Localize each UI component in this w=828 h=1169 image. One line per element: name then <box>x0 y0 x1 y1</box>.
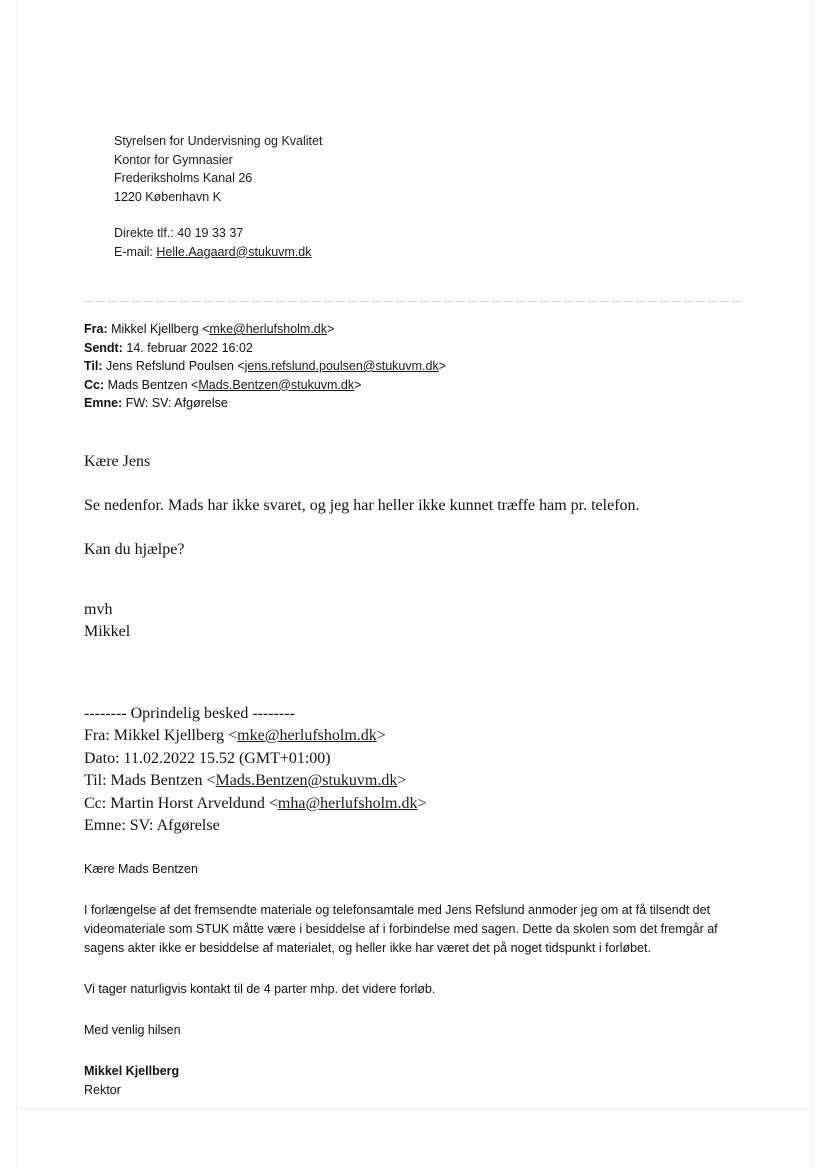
header-value-from-name: Mikkel Kjellberg < <box>111 322 210 336</box>
document-content <box>84 132 744 1100</box>
original-value-to-email[interactable]: Mads.Bentzen@stukuvm.dk <box>215 772 398 789</box>
header-value-cc-email[interactable]: Mads.Bentzen@stukuvm.dk <box>198 377 355 392</box>
scan-edge-bottom <box>16 1108 812 1109</box>
original-row-to <box>84 770 744 793</box>
header-row-subject <box>84 394 744 413</box>
header-cc-close: > <box>354 377 362 392</box>
original-row-date <box>84 748 744 771</box>
original-value-subject: SV: Afgørelse <box>129 817 220 834</box>
inner-closing: Med venlig hilsen <box>84 1022 181 1037</box>
header-value-subject: FW: SV: Afgørelse <box>125 396 228 410</box>
spacer <box>84 1040 724 1062</box>
scan-edge-left <box>16 0 17 1169</box>
inner-message-body <box>84 838 724 1100</box>
inner-greeting: Kære Mads Bentzen <box>84 861 198 876</box>
original-value-to-name: Mads Bentzen < <box>110 772 216 789</box>
original-from-close: > <box>376 727 386 744</box>
sender-phone: Direkte tlf.: 40 19 33 37 <box>114 226 244 240</box>
original-value-cc-name: Martin Horst Arveldund < <box>110 794 278 812</box>
body-sign-name: Mikkel <box>84 622 131 640</box>
header-to-close: > <box>438 359 447 373</box>
header-label-cc: Cc: <box>84 377 105 392</box>
original-value-date: 11.02.2022 15.52 (GMT+01:00) <box>123 749 331 767</box>
body-paragraph-1: Se nedenfor. Mads har ikke svaret, og jeg har heller ikke kunnet træffe ham pr. telefon. <box>84 496 640 514</box>
header-label-subject: Emne: <box>84 396 123 410</box>
sender-line-department: Kontor for Gymnasier <box>114 152 233 167</box>
body-greeting: Kære Jens <box>84 452 151 470</box>
spacer <box>84 879 724 901</box>
spacer <box>84 413 744 451</box>
sender-email-row <box>114 243 744 262</box>
scan-edge-right <box>811 0 812 1169</box>
spacer <box>84 958 724 980</box>
inner-paragraph-2: Vi tager naturligvis kontakt til de 4 parter mhp. det videre forløb. <box>84 981 436 996</box>
original-value-from-name: Mikkel Kjellberg < <box>113 727 238 744</box>
sender-line-organization: Styrelsen for Undervisning og Kvalitet <box>114 134 323 148</box>
original-value-cc-email[interactable]: mha@herlufsholm.dk <box>277 794 418 812</box>
body-sign-off: mvh <box>84 600 113 618</box>
original-message-header <box>84 643 744 838</box>
original-divider: -------- Oprindelig besked -------- <box>84 704 295 722</box>
header-label-from: Fra: <box>84 322 108 336</box>
original-label-from: Fra: <box>84 727 114 744</box>
original-cc-close: > <box>417 794 427 812</box>
spacer <box>84 643 744 703</box>
original-label-date: Dato: <box>84 749 124 767</box>
header-row-from <box>84 320 744 339</box>
header-label-to: Til: <box>84 359 103 373</box>
header-label-sent: Sendt: <box>84 340 123 355</box>
inner-signature-title: Rektor <box>84 1082 121 1097</box>
sender-line-street: Frederiksholms Kanal 26 <box>114 171 253 185</box>
inner-paragraph-1: I forlængelse af det fremsendte materiale og telefonsamtale med Jens Refslund anmoder jeg om at få tilsendt det videomateriale som STUK måtte være i besiddelse af i forbindelse med sagen. Dette da skolen som det fremgår af sagens akter ikke er besiddelse af materialet, og heller ikke har været det på noget tidspunkt i forløbet. <box>84 902 718 955</box>
header-value-cc-name: Mads Bentzen < <box>107 377 199 392</box>
header-value-to-email[interactable]: jens.refslund.poulsen@stukuvm.dk <box>244 359 439 373</box>
spacer <box>84 473 744 495</box>
spacer <box>84 999 724 1021</box>
original-row-from <box>84 725 744 748</box>
sender-email-link[interactable]: Helle.Aagaard@stukuvm.dk <box>156 244 312 259</box>
body-paragraph-2: Kan du hjælpe? <box>84 540 185 558</box>
spacer <box>84 838 724 860</box>
sender-address-block <box>114 132 744 261</box>
original-row-cc <box>84 793 744 816</box>
original-to-close: > <box>397 772 407 789</box>
forwarded-message-header <box>84 320 744 413</box>
spacer <box>114 206 744 224</box>
header-from-close: > <box>327 322 335 336</box>
original-row-subject <box>84 815 744 838</box>
header-separator-rule <box>84 301 744 302</box>
header-value-sent: 14. februar 2022 16:02 <box>126 340 253 355</box>
message-body <box>84 413 744 643</box>
sender-email-label: E-mail: <box>114 244 157 259</box>
original-label-subject: Emne: <box>84 817 130 834</box>
sender-line-city: 1220 København K <box>114 189 222 204</box>
header-row-cc <box>84 376 744 395</box>
header-value-from-email[interactable]: mke@herlufsholm.dk <box>209 322 328 336</box>
inner-signature-name: Mikkel Kjellberg <box>84 1063 180 1078</box>
header-row-sent <box>84 339 744 358</box>
header-value-to-name: Jens Refslund Poulsen < <box>106 359 245 373</box>
original-label-to: Til: <box>84 772 111 789</box>
original-label-cc: Cc: <box>84 794 111 812</box>
spacer <box>84 561 744 599</box>
spacer <box>84 517 744 539</box>
header-row-to <box>84 357 744 376</box>
original-value-from-email[interactable]: mke@herlufsholm.dk <box>237 727 377 744</box>
